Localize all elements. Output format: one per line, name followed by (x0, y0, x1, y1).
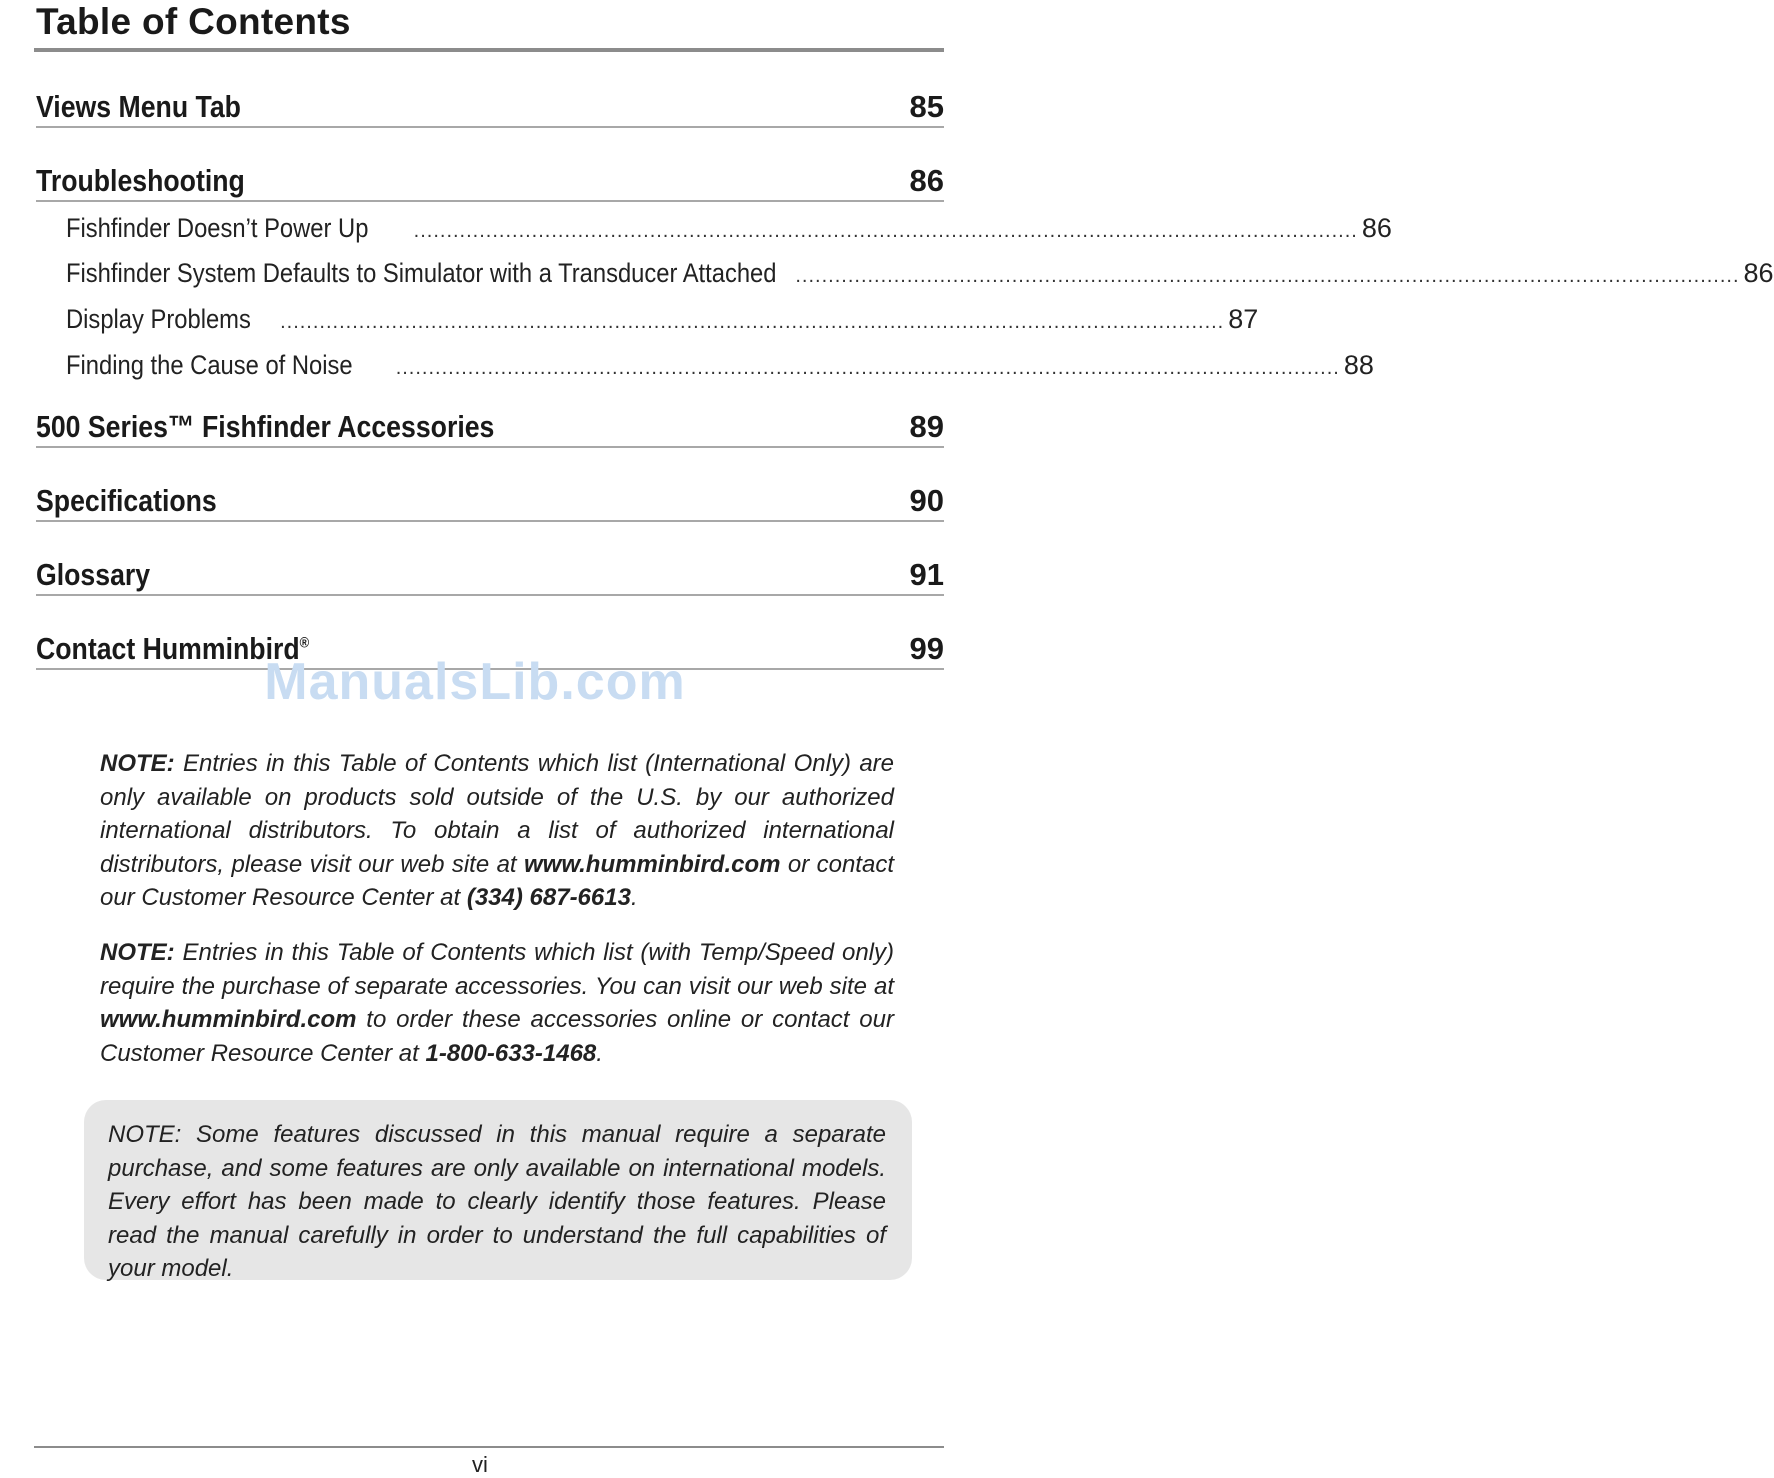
dot-leader: ................................................................................................................................................ (795, 265, 1740, 287)
dot-leader: ................................................................................................................................................ (413, 220, 1358, 242)
toc-item-label: Fishfinder System Defaults to Simulator with a Transducer Attached (66, 258, 777, 288)
note-international-only (100, 747, 894, 915)
note-lead: NOTE: (108, 1121, 182, 1148)
footer-page-number: vi (472, 1452, 488, 1477)
website-link[interactable]: www.humminbird.com (524, 850, 781, 878)
toc-section-label: Views Menu Tab (36, 89, 241, 124)
toc-item-label: Fishfinder Doesn’t Power Up (66, 213, 369, 243)
toc-page-number: 86 (1743, 258, 1774, 288)
toc-section-accessories[interactable] (36, 408, 944, 448)
toc-page-number: 86 (1361, 213, 1392, 243)
title-divider (34, 48, 944, 52)
toc-section-troubleshooting[interactable] (36, 162, 944, 202)
page-title: Table of Contents (36, 1, 351, 42)
note-text: Some features discussed in this manual require a separate purchase, and some features are only available on international models. Every effort has been made to clearly identify those features. Please read the manual carefully in order to understand the full capabilities of your model. (108, 1121, 886, 1282)
toc-item-fishfinder-doesnt-power-up[interactable] (66, 211, 1392, 248)
toc-page-number: 91 (909, 557, 944, 592)
toc-item-simulator-defaults[interactable] (66, 256, 1774, 293)
toc-item-label: Finding the Cause of Noise (66, 350, 353, 380)
note-text: Entries in this Table of Contents which list (with Temp/Speed only) require the purchase of separate accessories. You can visit our web site at (100, 939, 894, 1000)
registered-mark: ® (299, 634, 310, 652)
note-text: . (596, 1039, 603, 1067)
footer-divider (34, 1446, 944, 1448)
website-link[interactable]: www.humminbird.com (100, 1006, 357, 1033)
toc-item-label: Display Problems (66, 304, 251, 334)
toc-section-label-text: Contact Humminbird (36, 631, 300, 666)
note-text: . (630, 884, 638, 911)
note-text: to order these accessories online or contact our Customer Resource Center at (100, 1006, 894, 1067)
toc-item-finding-cause-of-noise[interactable] (66, 348, 1374, 385)
toc-section-views-menu-tab[interactable] (36, 88, 944, 128)
toc-item-display-problems[interactable] (66, 302, 1259, 339)
note-temp-speed-only (100, 936, 894, 1070)
watermark: ManualsLib.com (264, 653, 686, 711)
toc-section-label: Glossary (36, 557, 151, 592)
dot-leader: ................................................................................................................................................ (395, 357, 1340, 379)
toc-page-number: 87 (1228, 304, 1259, 334)
toc-section-specifications[interactable] (36, 482, 944, 522)
toc-page-number: 85 (909, 89, 944, 124)
toc-section-glossary[interactable] (36, 556, 944, 596)
note-lead: NOTE: (100, 939, 175, 966)
note-box-text (108, 1118, 886, 1286)
toc-page-number: 99 (909, 631, 944, 666)
note-lead: NOTE: (100, 750, 175, 777)
toc-section-label: Troubleshooting (36, 163, 245, 198)
toc-section-label: 500 Series™ Fishfinder Accessories (36, 409, 495, 444)
note-text: Entries in this Table of Contents which list (International Only) are only available on products sold outside of the U.S. by our authorized international distributors. To obtain a list of authorized international distributors, please visit our web site at (100, 750, 894, 878)
phone-number: (334) 687-6613 (466, 884, 631, 911)
toc-page-number: 88 (1343, 350, 1374, 380)
toc-page-number: 86 (909, 163, 944, 198)
toc-section-label: Specifications (36, 483, 217, 518)
toc-page-number: 90 (909, 483, 944, 518)
phone-number: 1-800-633-1468 (425, 1039, 597, 1067)
note-box-separate-purchase (84, 1100, 912, 1280)
toc-page-number: 89 (909, 409, 944, 444)
note-text: or contact our Customer Resource Center at (100, 850, 894, 911)
dot-leader: ................................................................................................................................................ (280, 311, 1225, 333)
